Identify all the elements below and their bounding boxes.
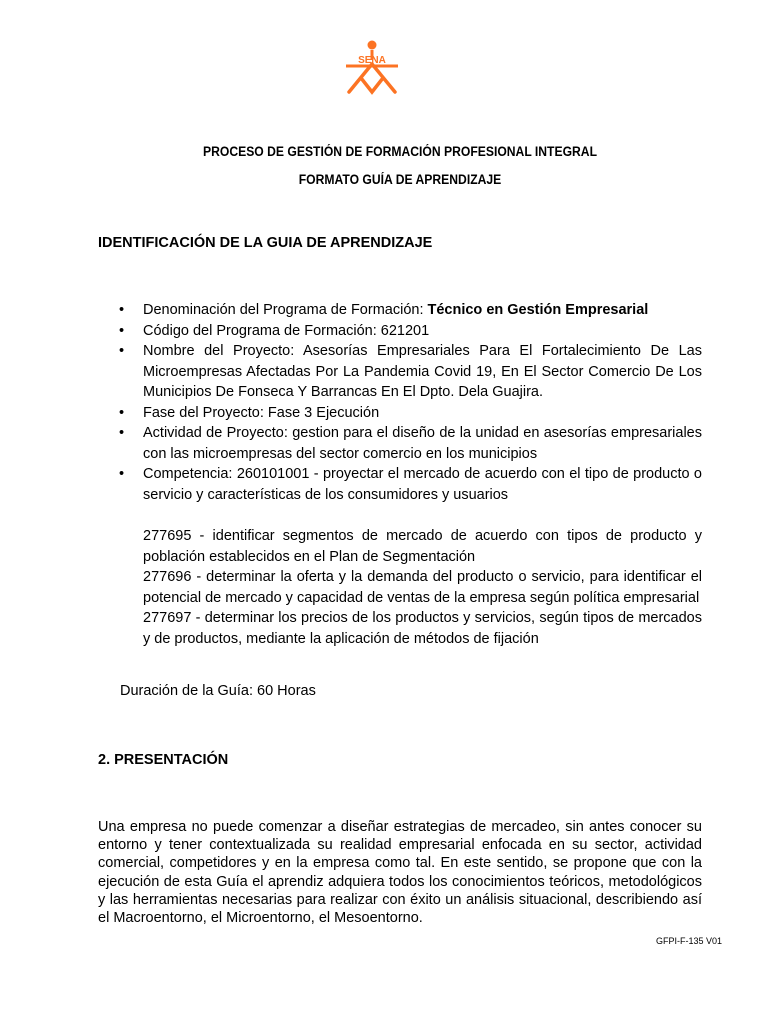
list-item-program-name bbox=[143, 300, 702, 321]
header-format-title: FORMATO GUÍA DE APRENDIZAJE bbox=[298, 172, 502, 187]
learning-results bbox=[143, 526, 702, 649]
section-presentation-title: 2. PRESENTACIÓN bbox=[98, 752, 229, 768]
list-item-project-activity: • Actividad de Proyecto: gestion para el diseño de la unidad en asesorías empresariales con las microempresas del sector comercio en los municipios bbox=[143, 423, 702, 464]
list-item-competency: • Competencia: 260101001 - proyectar el mercado de acuerdo con el tipo de producto o servicio y características de los consumidores y usuarios bbox=[143, 464, 702, 505]
program-name-label: Denominación del Programa de Formación: bbox=[143, 302, 428, 318]
guide-duration: Duración de la Guía: 60 Horas bbox=[120, 683, 316, 699]
header-process-title: PROCESO DE GESTIÓN DE FORMACIÓN PROFESIONAL INTEGRAL bbox=[202, 144, 598, 159]
list-item-program-code: • Código del Programa de Formación: 621201 bbox=[143, 321, 702, 342]
list-item-project-phase: • Fase del Proyecto: Fase 3 Ejecución bbox=[143, 403, 702, 424]
learning-result-277697: 277697 - determinar los precios de los productos y servicios, según tipos de mercados y de productos, mediante la aplicación de métodos de fijación bbox=[143, 610, 702, 647]
document-code: GFPI-F-135 V01 bbox=[655, 936, 722, 946]
presentation-body: Una empresa no puede comenzar a diseñar estrategias de mercadeo, sin antes conocer su entorno y tener contextualizada su realidad empresarial enfocada en su sector, actividad comercial, competidores y en la empresa como tal. En este sentido, se propone que con la ejecución de esta Guía el aprendiz adquiera todos los conocimientos teóricos, metodológicos y las herramientas necesarias para realizar con éxito un análisis situacional, describiendo así el Macroentorno, el Microentorno, el Mesoentorno. bbox=[98, 819, 702, 927]
sena-logo bbox=[343, 40, 401, 96]
section-identification-title: IDENTIFICACIÓN DE LA GUIA DE APRENDIZAJE bbox=[98, 235, 433, 251]
program-name-value: Técnico en Gestión Empresarial bbox=[427, 302, 649, 318]
sena-logo-text: SENA bbox=[358, 55, 386, 66]
list-item-project-name: • Nombre del Proyecto: Asesorías Empresariales Para El Fortalecimiento De Las Microempresas Afectadas Por La Pandemia Covid 19, En El Sector Comercio De Los Municipios De Fonseca Y Barrancas En El Dpto. Dela Guajira. bbox=[143, 341, 702, 403]
identification-list bbox=[143, 300, 702, 505]
learning-result-277696: 277696 - determinar la oferta y la demanda del producto o servicio, para identificar el potencial de mercado y capacidad de ventas de la empresa según política empresarial bbox=[143, 569, 702, 606]
learning-result-277695: 277695 - identificar segmentos de mercado de acuerdo con tipos de producto y población establecidos en el Plan de Segmentación bbox=[143, 528, 702, 565]
